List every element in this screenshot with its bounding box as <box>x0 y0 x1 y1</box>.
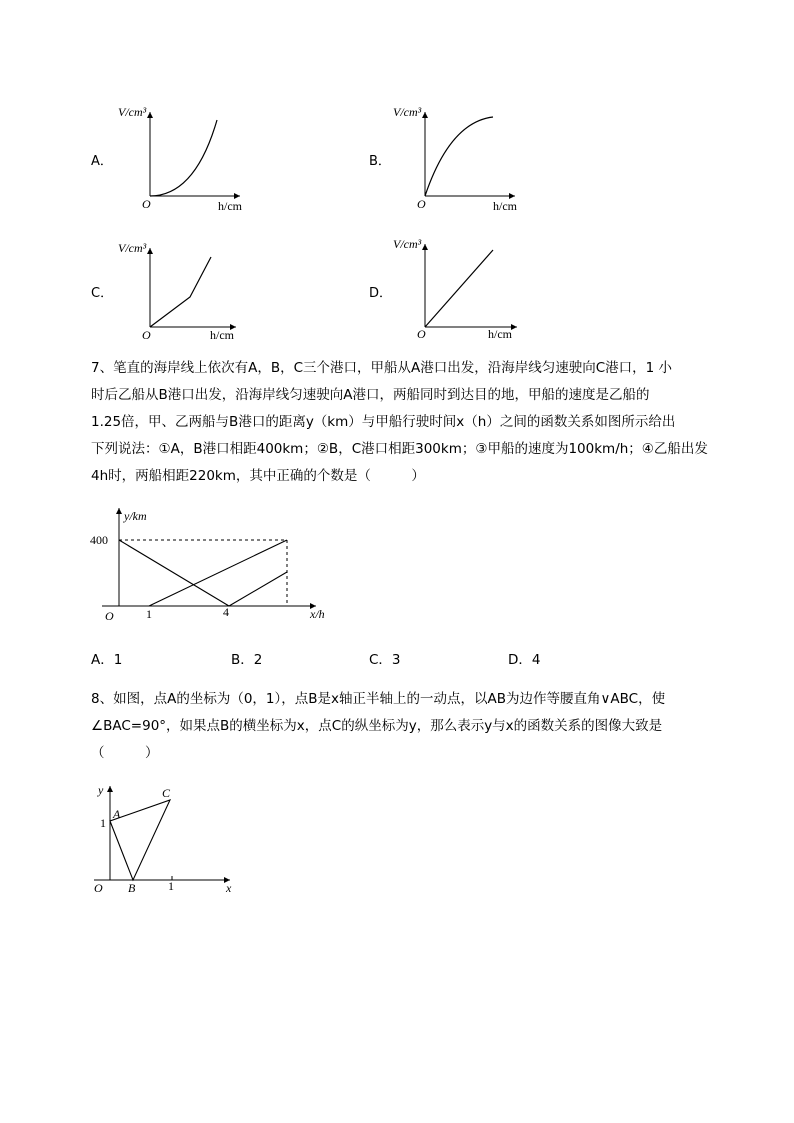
origin-label: O <box>94 881 103 895</box>
line-ship-a-ascending <box>229 572 287 606</box>
y-axis-label: V/cm³ <box>118 105 147 119</box>
x-axis-label: h/cm <box>488 327 512 341</box>
y-tick-400: 400 <box>90 533 108 547</box>
x-axis-label: h/cm <box>218 199 242 213</box>
q8-text <box>91 686 751 767</box>
option-b-graph <box>385 100 545 220</box>
option-d-graph <box>385 232 545 347</box>
curve <box>150 257 211 327</box>
y-axis-label: y <box>98 783 104 797</box>
curve <box>425 250 493 327</box>
y-axis-label: V/cm³ <box>393 105 422 119</box>
curve <box>150 120 217 196</box>
x-tick-1: 1 <box>146 607 152 621</box>
choice-c[interactable]: C．3 <box>369 652 401 668</box>
tick-x-1-label: 1 <box>168 879 174 893</box>
q7-line: 1.25倍，甲、乙两船与B港口的距离y（km）与甲船行驶时间x（h）之间的函数关系如图所示给出 <box>91 414 676 430</box>
q7-line: 下列说法：①A，B港口相距400km；②B，C港口相距300km；③甲船的速度为100km/h；④乙船出发 <box>91 441 708 457</box>
x-axis-label: x <box>226 881 232 895</box>
option-a-label: A． <box>91 154 113 169</box>
q8-line: ∠BAC=90°，如果点B的横坐标为x，点C的纵坐标为y，那么表示y与x的函数关系的图像大致是 <box>91 718 663 734</box>
q7-line: 时后乙船从B港口出发，沿海岸线匀速驶向A港口，两船同时到达目的地，甲船的速度是乙船的 <box>91 387 650 403</box>
origin-label: O <box>142 197 151 211</box>
point-a-label: A <box>113 807 121 821</box>
q7-text <box>91 355 751 490</box>
curve <box>425 117 493 196</box>
y-axis-label: y/km <box>124 509 147 523</box>
option-c-label: C． <box>91 286 114 301</box>
y-axis-label: V/cm³ <box>118 241 147 255</box>
origin-label: O <box>417 197 426 211</box>
x-axis-label: h/cm <box>493 199 517 213</box>
origin-label: O <box>142 328 151 342</box>
q7-graph <box>88 500 338 630</box>
q7-line: 4h时，两船相距220km，其中正确的个数是（ ） <box>91 468 425 484</box>
choice-b[interactable]: B．2 <box>231 652 263 668</box>
choice-a[interactable]: A．1 <box>91 652 123 668</box>
choice-d[interactable]: D．4 <box>508 652 541 668</box>
q8-line: 8、如图，点A的坐标为（0，1），点B是x轴正半轴上的一动点，以AB为边作等腰直角∨ABC，使 <box>91 691 666 707</box>
origin-label: O <box>417 327 426 341</box>
x-axis-label: x/h <box>310 607 325 621</box>
y-axis-label: V/cm³ <box>393 237 422 251</box>
option-c-graph <box>110 236 270 351</box>
x-axis-label: h/cm <box>210 328 234 342</box>
option-d-label: D． <box>369 286 393 301</box>
q8-line: （ ） <box>91 745 159 761</box>
q7-line: 7、笔直的海岸线上依次有A，B，C三个港口，甲船从A港口出发，沿海岸线匀速驶向C港口，1 小 <box>91 360 673 376</box>
x-tick-4: 4 <box>223 605 229 619</box>
line-ship-a-descending <box>119 540 229 606</box>
tick-y-1-label: 1 <box>100 816 106 830</box>
point-b-label: B <box>128 881 136 895</box>
option-a-graph <box>110 100 270 220</box>
point-c-label: C <box>162 786 171 800</box>
q8-figure <box>88 780 248 900</box>
option-b-label: B． <box>369 154 391 169</box>
origin-label: O <box>105 609 114 623</box>
line-ship-b <box>149 540 287 606</box>
